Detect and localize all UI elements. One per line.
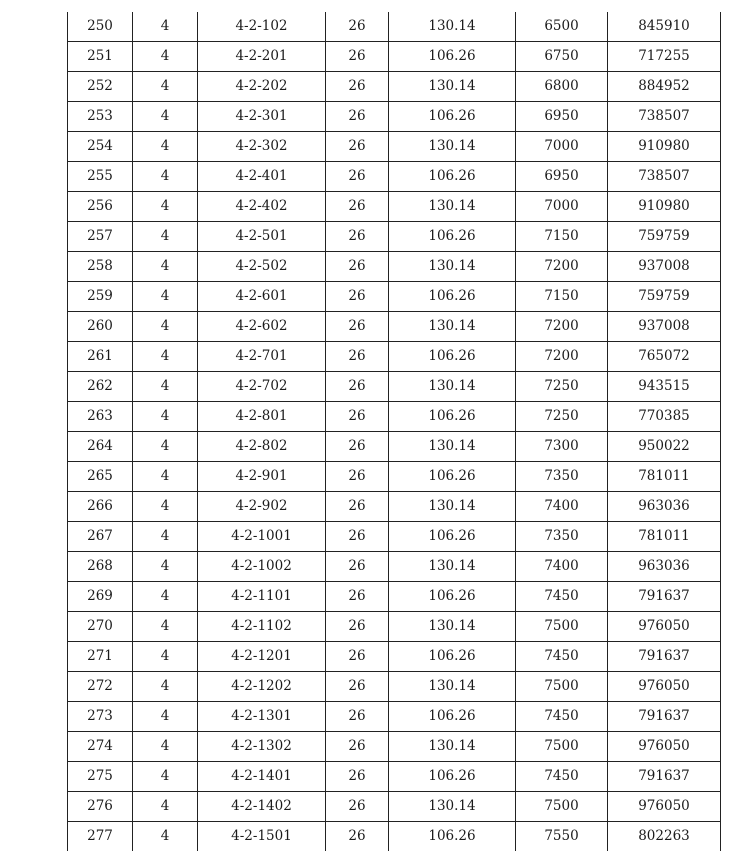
- cell-area: 106.26: [389, 222, 516, 252]
- cell-unit-room: 4-2-1301: [198, 702, 326, 732]
- cell-total-price: 791637: [608, 702, 721, 732]
- cell-unit-price: 7200: [516, 312, 608, 342]
- cell-building: 4: [133, 72, 198, 102]
- cell-unit-room: 4-2-701: [198, 342, 326, 372]
- cell-floor-total: 26: [326, 372, 389, 402]
- cell-building: 4: [133, 822, 198, 852]
- cell-unit-price: 7150: [516, 282, 608, 312]
- cell-total-price: 759759: [608, 282, 721, 312]
- cell-total-price: 943515: [608, 372, 721, 402]
- cell-floor-total: 26: [326, 312, 389, 342]
- cell-floor-total: 26: [326, 132, 389, 162]
- cell-floor-total: 26: [326, 462, 389, 492]
- cell-total-price: 791637: [608, 762, 721, 792]
- cell-unit-room: 4-2-601: [198, 282, 326, 312]
- cell-seq-no: 261: [68, 342, 133, 372]
- cell-total-price: 738507: [608, 162, 721, 192]
- cell-floor-total: 26: [326, 12, 389, 42]
- table-row: [68, 642, 721, 672]
- cell-area: 130.14: [389, 432, 516, 462]
- table-row: [68, 222, 721, 252]
- cell-area: 130.14: [389, 492, 516, 522]
- table-row: [68, 672, 721, 702]
- cell-area: 106.26: [389, 522, 516, 552]
- cell-area: 106.26: [389, 582, 516, 612]
- cell-seq-no: 275: [68, 762, 133, 792]
- cell-area: 130.14: [389, 792, 516, 822]
- cell-unit-price: 7450: [516, 762, 608, 792]
- cell-seq-no: 258: [68, 252, 133, 282]
- cell-seq-no: 266: [68, 492, 133, 522]
- cell-area: 130.14: [389, 372, 516, 402]
- cell-total-price: 791637: [608, 642, 721, 672]
- cell-seq-no: 250: [68, 12, 133, 42]
- cell-area: 106.26: [389, 102, 516, 132]
- cell-building: 4: [133, 732, 198, 762]
- cell-unit-price: 7300: [516, 432, 608, 462]
- cell-area: 106.26: [389, 402, 516, 432]
- cell-floor-total: 26: [326, 102, 389, 132]
- cell-area: 130.14: [389, 192, 516, 222]
- cell-area: 106.26: [389, 462, 516, 492]
- cell-building: 4: [133, 342, 198, 372]
- cell-building: 4: [133, 192, 198, 222]
- cell-unit-room: 4-2-1501: [198, 822, 326, 852]
- cell-seq-no: 269: [68, 582, 133, 612]
- cell-building: 4: [133, 12, 198, 42]
- cell-unit-room: 4-2-1302: [198, 732, 326, 762]
- cell-area: 130.14: [389, 732, 516, 762]
- cell-unit-room: 4-2-1201: [198, 642, 326, 672]
- cell-floor-total: 26: [326, 612, 389, 642]
- cell-total-price: 884952: [608, 72, 721, 102]
- cell-area: 106.26: [389, 282, 516, 312]
- table-row: [68, 192, 721, 222]
- cell-seq-no: 259: [68, 282, 133, 312]
- cell-floor-total: 26: [326, 222, 389, 252]
- cell-total-price: 976050: [608, 672, 721, 702]
- cell-building: 4: [133, 372, 198, 402]
- cell-unit-room: 4-2-802: [198, 432, 326, 462]
- table-row: [68, 612, 721, 642]
- cell-unit-price: 7500: [516, 792, 608, 822]
- table-row: [68, 402, 721, 432]
- cell-building: 4: [133, 522, 198, 552]
- cell-seq-no: 274: [68, 732, 133, 762]
- cell-building: 4: [133, 402, 198, 432]
- cell-seq-no: 260: [68, 312, 133, 342]
- cell-unit-price: 7550: [516, 822, 608, 852]
- cell-total-price: 717255: [608, 42, 721, 72]
- cell-unit-price: 7500: [516, 672, 608, 702]
- cell-building: 4: [133, 762, 198, 792]
- table-row: [68, 552, 721, 582]
- cell-building: 4: [133, 132, 198, 162]
- cell-floor-total: 26: [326, 252, 389, 282]
- cell-unit-price: 7450: [516, 702, 608, 732]
- cell-area: 130.14: [389, 72, 516, 102]
- table-row: [68, 462, 721, 492]
- cell-seq-no: 272: [68, 672, 133, 702]
- cell-unit-price: 7350: [516, 522, 608, 552]
- table-row: [68, 702, 721, 732]
- cell-seq-no: 267: [68, 522, 133, 552]
- table-row: [68, 582, 721, 612]
- cell-unit-price: 6750: [516, 42, 608, 72]
- table-row: [68, 432, 721, 462]
- cell-seq-no: 268: [68, 552, 133, 582]
- cell-seq-no: 273: [68, 702, 133, 732]
- cell-seq-no: 276: [68, 792, 133, 822]
- price-table: [67, 12, 721, 851]
- cell-seq-no: 252: [68, 72, 133, 102]
- cell-total-price: 791637: [608, 582, 721, 612]
- cell-floor-total: 26: [326, 522, 389, 552]
- cell-total-price: 963036: [608, 552, 721, 582]
- cell-unit-price: 6950: [516, 162, 608, 192]
- table-row: [68, 792, 721, 822]
- cell-unit-room: 4-2-502: [198, 252, 326, 282]
- cell-building: 4: [133, 582, 198, 612]
- cell-unit-price: 7450: [516, 642, 608, 672]
- cell-floor-total: 26: [326, 402, 389, 432]
- cell-floor-total: 26: [326, 342, 389, 372]
- cell-unit-price: 6950: [516, 102, 608, 132]
- cell-floor-total: 26: [326, 732, 389, 762]
- cell-unit-room: 4-2-1402: [198, 792, 326, 822]
- cell-building: 4: [133, 432, 198, 462]
- cell-seq-no: 263: [68, 402, 133, 432]
- cell-building: 4: [133, 222, 198, 252]
- cell-total-price: 976050: [608, 612, 721, 642]
- cell-total-price: 802263: [608, 822, 721, 852]
- cell-seq-no: 264: [68, 432, 133, 462]
- cell-unit-room: 4-2-901: [198, 462, 326, 492]
- cell-total-price: 976050: [608, 732, 721, 762]
- cell-unit-room: 4-2-1102: [198, 612, 326, 642]
- table-row: [68, 72, 721, 102]
- cell-building: 4: [133, 612, 198, 642]
- cell-seq-no: 255: [68, 162, 133, 192]
- cell-total-price: 738507: [608, 102, 721, 132]
- cell-area: 130.14: [389, 252, 516, 282]
- cell-total-price: 963036: [608, 492, 721, 522]
- cell-unit-room: 4-2-1401: [198, 762, 326, 792]
- cell-unit-price: 7250: [516, 372, 608, 402]
- cell-floor-total: 26: [326, 672, 389, 702]
- cell-area: 130.14: [389, 12, 516, 42]
- cell-floor-total: 26: [326, 582, 389, 612]
- cell-building: 4: [133, 282, 198, 312]
- cell-unit-room: 4-2-1002: [198, 552, 326, 582]
- cell-area: 130.14: [389, 132, 516, 162]
- cell-unit-price: 7200: [516, 342, 608, 372]
- cell-total-price: 770385: [608, 402, 721, 432]
- cell-unit-room: 4-2-201: [198, 42, 326, 72]
- table-row: [68, 762, 721, 792]
- table-row: [68, 12, 721, 42]
- cell-building: 4: [133, 642, 198, 672]
- cell-unit-room: 4-2-102: [198, 12, 326, 42]
- cell-building: 4: [133, 552, 198, 582]
- cell-floor-total: 26: [326, 432, 389, 462]
- cell-area: 130.14: [389, 612, 516, 642]
- price-table-sheet: [67, 12, 690, 851]
- cell-area: 106.26: [389, 642, 516, 672]
- cell-building: 4: [133, 42, 198, 72]
- table-row: [68, 282, 721, 312]
- cell-unit-room: 4-2-902: [198, 492, 326, 522]
- cell-unit-room: 4-2-801: [198, 402, 326, 432]
- cell-unit-price: 7250: [516, 402, 608, 432]
- cell-unit-room: 4-2-602: [198, 312, 326, 342]
- cell-seq-no: 254: [68, 132, 133, 162]
- cell-unit-room: 4-2-301: [198, 102, 326, 132]
- cell-area: 106.26: [389, 762, 516, 792]
- cell-unit-price: 7500: [516, 732, 608, 762]
- cell-building: 4: [133, 792, 198, 822]
- cell-building: 4: [133, 252, 198, 282]
- cell-total-price: 759759: [608, 222, 721, 252]
- cell-seq-no: 271: [68, 642, 133, 672]
- cell-building: 4: [133, 492, 198, 522]
- cell-building: 4: [133, 702, 198, 732]
- cell-floor-total: 26: [326, 642, 389, 672]
- cell-unit-price: 7150: [516, 222, 608, 252]
- cell-total-price: 976050: [608, 792, 721, 822]
- cell-floor-total: 26: [326, 282, 389, 312]
- cell-total-price: 937008: [608, 312, 721, 342]
- cell-building: 4: [133, 162, 198, 192]
- cell-unit-room: 4-2-402: [198, 192, 326, 222]
- cell-unit-price: 7400: [516, 552, 608, 582]
- cell-floor-total: 26: [326, 762, 389, 792]
- cell-total-price: 781011: [608, 522, 721, 552]
- cell-unit-price: 6800: [516, 72, 608, 102]
- cell-area: 130.14: [389, 672, 516, 702]
- cell-unit-room: 4-2-702: [198, 372, 326, 402]
- table-row: [68, 132, 721, 162]
- cell-total-price: 910980: [608, 192, 721, 222]
- cell-total-price: 765072: [608, 342, 721, 372]
- cell-area: 106.26: [389, 42, 516, 72]
- table-row: [68, 42, 721, 72]
- cell-seq-no: 262: [68, 372, 133, 402]
- cell-floor-total: 26: [326, 192, 389, 222]
- cell-floor-total: 26: [326, 162, 389, 192]
- cell-unit-room: 4-2-302: [198, 132, 326, 162]
- cell-total-price: 781011: [608, 462, 721, 492]
- cell-seq-no: 256: [68, 192, 133, 222]
- cell-floor-total: 26: [326, 822, 389, 852]
- cell-building: 4: [133, 102, 198, 132]
- cell-area: 106.26: [389, 702, 516, 732]
- cell-area: 106.26: [389, 822, 516, 852]
- table-row: [68, 822, 721, 852]
- cell-unit-room: 4-2-1001: [198, 522, 326, 552]
- cell-floor-total: 26: [326, 492, 389, 522]
- cell-floor-total: 26: [326, 42, 389, 72]
- cell-area: 130.14: [389, 312, 516, 342]
- cell-area: 130.14: [389, 552, 516, 582]
- cell-seq-no: 265: [68, 462, 133, 492]
- table-row: [68, 162, 721, 192]
- cell-unit-room: 4-2-1202: [198, 672, 326, 702]
- cell-seq-no: 251: [68, 42, 133, 72]
- cell-floor-total: 26: [326, 72, 389, 102]
- cell-seq-no: 253: [68, 102, 133, 132]
- cell-unit-price: 6500: [516, 12, 608, 42]
- cell-building: 4: [133, 312, 198, 342]
- cell-unit-price: 7500: [516, 612, 608, 642]
- cell-unit-price: 7350: [516, 462, 608, 492]
- cell-building: 4: [133, 462, 198, 492]
- cell-unit-price: 7000: [516, 192, 608, 222]
- cell-floor-total: 26: [326, 552, 389, 582]
- cell-unit-price: 7000: [516, 132, 608, 162]
- cell-unit-room: 4-2-501: [198, 222, 326, 252]
- cell-unit-room: 4-2-202: [198, 72, 326, 102]
- table-row: [68, 102, 721, 132]
- cell-floor-total: 26: [326, 702, 389, 732]
- cell-seq-no: 277: [68, 822, 133, 852]
- table-row: [68, 522, 721, 552]
- cell-unit-room: 4-2-401: [198, 162, 326, 192]
- table-row: [68, 372, 721, 402]
- cell-area: 106.26: [389, 162, 516, 192]
- table-row: [68, 492, 721, 522]
- cell-unit-price: 7450: [516, 582, 608, 612]
- cell-seq-no: 257: [68, 222, 133, 252]
- table-row: [68, 252, 721, 282]
- cell-floor-total: 26: [326, 792, 389, 822]
- table-row: [68, 732, 721, 762]
- cell-total-price: 950022: [608, 432, 721, 462]
- cell-total-price: 845910: [608, 12, 721, 42]
- cell-unit-room: 4-2-1101: [198, 582, 326, 612]
- cell-total-price: 910980: [608, 132, 721, 162]
- cell-seq-no: 270: [68, 612, 133, 642]
- cell-building: 4: [133, 672, 198, 702]
- cell-area: 106.26: [389, 342, 516, 372]
- cell-unit-price: 7400: [516, 492, 608, 522]
- table-row: [68, 342, 721, 372]
- cell-unit-price: 7200: [516, 252, 608, 282]
- cell-total-price: 937008: [608, 252, 721, 282]
- table-row: [68, 312, 721, 342]
- table-body: [68, 12, 721, 851]
